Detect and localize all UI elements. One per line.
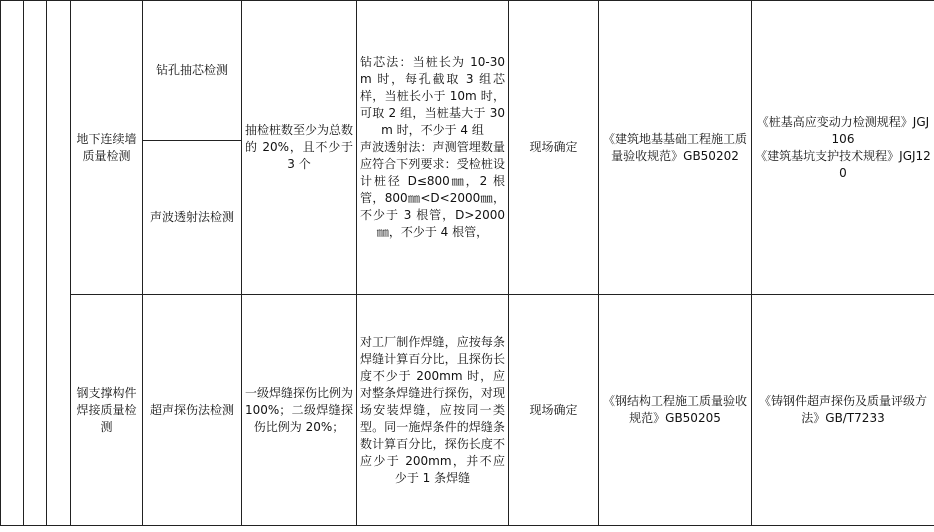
table-row <box>1 1 934 141</box>
table-row <box>1 295 934 526</box>
acceptance-text: 《建筑地基基础工程施工质量验收规范》GB50202 <box>602 131 747 163</box>
blank-cell-2 <box>24 1 47 526</box>
quantity-text: 抽检桩数至少为总数的 20%，且不少于 3 个 <box>245 123 354 171</box>
standard-cell <box>752 1 934 295</box>
standard-text: 《铸钢件超声探伤及质量评级方法》GB/T7233 <box>758 394 927 425</box>
location-text: 现场确定 <box>529 140 578 154</box>
acceptance-cell <box>599 1 752 295</box>
method-text: 声波透射法检测 <box>149 210 234 224</box>
standard-text: 《桩基高应变动力检测规程》JGJ106 《建筑基坑支护技术规程》JGJ120 <box>755 114 931 180</box>
requirement-cell <box>357 295 509 526</box>
item-cell <box>71 1 143 295</box>
item-cell <box>71 295 143 526</box>
quantity-cell <box>242 295 357 526</box>
requirement-text: 对工厂制作焊缝，应按每条焊缝计算百分比，且探伤长度不少于 200mm 时，应对整条焊缝进行探伤，对现场安装焊缝，应按同一类型。同一施焊条件的焊缝条数计算百分比，探伤长度不应少于 200mm，并不应少于 1 条焊缝 <box>360 334 505 485</box>
location-cell <box>509 1 599 295</box>
method-text: 钻孔抽芯检测 <box>155 63 228 77</box>
quantity-text: 一级焊缝探伤比例为 100%；二级焊缝探伤比例为 20%； <box>245 385 354 434</box>
item-text: 钢支撑构件焊接质量检测 <box>76 385 137 434</box>
method-text: 超声探伤法检测 <box>149 402 234 417</box>
quantity-cell <box>242 1 357 295</box>
method-cell <box>143 295 242 526</box>
acceptance-text: 《钢结构工程施工质量验收规范》GB50205 <box>602 394 747 425</box>
blank-cell-1 <box>1 1 24 526</box>
blank-cell-3 <box>47 1 71 526</box>
requirement-cell <box>357 1 509 295</box>
method-cell <box>143 141 242 295</box>
requirement-text: 钻芯法：当桩长为 10-30m 时，每孔截取 3 组芯样，当桩长小于 10m 时，可取 2 组，当桩基大于 30m 时，不少于 4 组 声波透射法：声测管埋数量应符合下列要求：受检桩设计桩径 D≤800㎜，2 根管，800㎜<D<2000㎜，不少于 3 根管，D>2000㎜，不少于 4 根管， <box>360 55 505 239</box>
item-text: 地下连续墙质量检测 <box>76 131 137 163</box>
acceptance-cell <box>599 295 752 526</box>
location-cell <box>509 295 599 526</box>
standard-cell <box>752 295 934 526</box>
method-cell <box>143 1 242 141</box>
location-text: 现场确定 <box>529 402 578 417</box>
